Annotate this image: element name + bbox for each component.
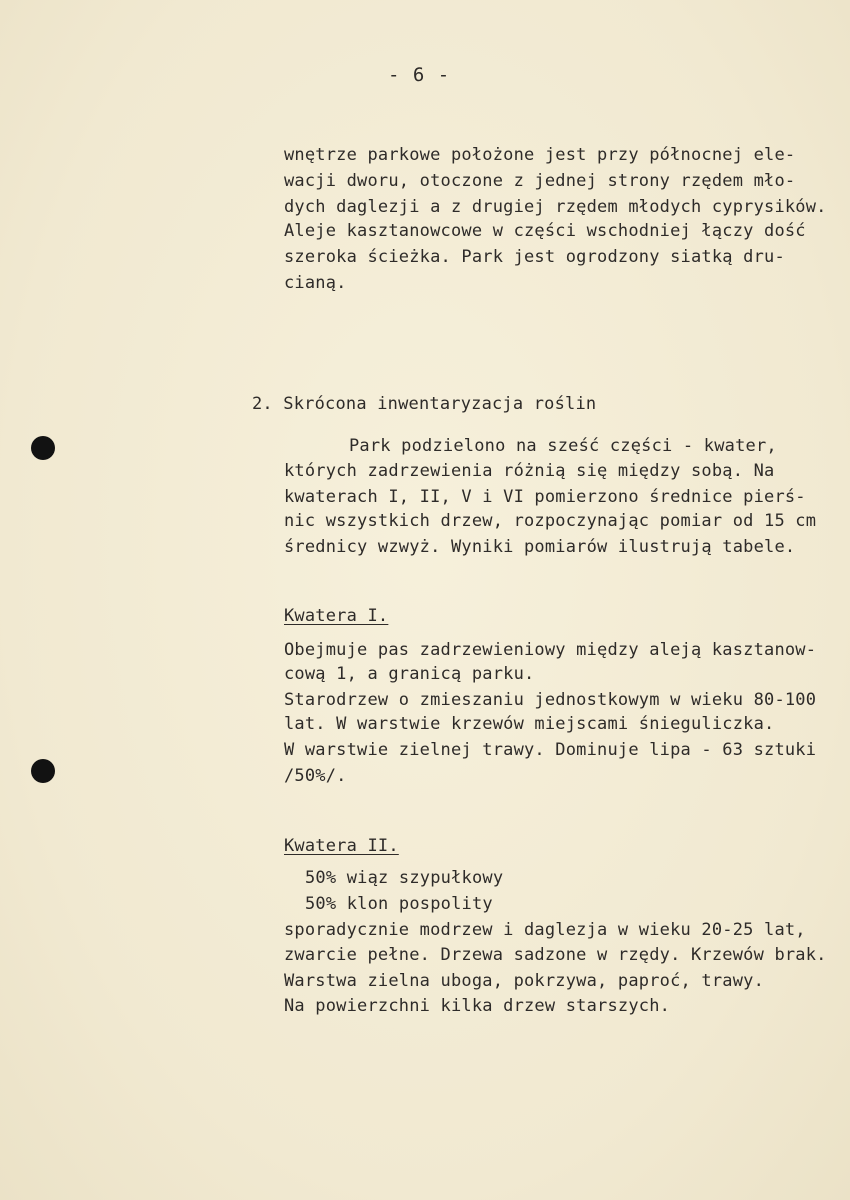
kwatera-2-line: zwarcie pełne. Drzewa sadzone w rzędy. Krzewów brak. (284, 945, 827, 965)
punch-hole (31, 759, 55, 783)
intro-line: wnętrze parkowe położone jest przy północnej ele- (284, 145, 796, 165)
page-number: - 6 - (388, 64, 451, 86)
punch-hole (31, 436, 55, 460)
kwatera-1-line: lat. W warstwie krzewów miejscami śnieguliczka. (284, 714, 775, 734)
kwatera-1-line: Starodrzew o zmieszaniu jednostkowym w wieku 80-100 (284, 690, 817, 710)
intro-line: dych daglezji a z drugiej rzędem młodych cyprysików. (284, 197, 827, 217)
section-heading: 2. Skrócona inwentaryzacja roślin (252, 394, 597, 414)
kwatera-1-line: /50%/. (284, 766, 347, 786)
kwatera-1-line: W warstwie zielnej trawy. Dominuje lipa - 63 sztuki (284, 740, 817, 760)
kwatera-2-heading: Kwatera II. (284, 836, 399, 856)
species-line: 50% wiąz szypułkowy (305, 868, 504, 888)
section-line: średnicy wzwyż. Wyniki pomiarów ilustrują tabele. (284, 537, 796, 557)
intro-line: wacji dworu, otoczone z jednej strony rzędem mło- (284, 171, 796, 191)
kwatera-1-heading: Kwatera I. (284, 606, 389, 626)
kwatera-2-line: sporadycznie modrzew i daglezja w wieku 20-25 lat, (284, 920, 806, 940)
intro-line: cianą. (284, 273, 347, 293)
kwatera-1-line: Obejmuje pas zadrzewieniowy między aleją kasztanow- (284, 640, 817, 660)
intro-line: szeroka ścieżka. Park jest ogrodzony siatką dru- (284, 247, 785, 267)
species-line: 50% klon pospolity (305, 894, 493, 914)
intro-line: Aleje kasztanowcowe w części wschodniej łączy dość (284, 221, 806, 241)
kwatera-2-line: Na powierzchni kilka drzew starszych. (284, 996, 671, 1016)
kwatera-2-line: Warstwa zielna uboga, pokrzywa, paproć, trawy. (284, 971, 765, 991)
section-line: Park podzielono na sześć części - kwater, (349, 436, 777, 456)
section-line: kwaterach I, II, V i VI pomierzono średnice pierś- (284, 487, 806, 507)
section-line: których zadrzewienia różnią się między sobą. Na (284, 461, 775, 481)
section-line: nic wszystkich drzew, rozpoczynając pomiar od 15 cm (284, 511, 817, 531)
kwatera-1-line: cową 1, a granicą parku. (284, 664, 535, 684)
